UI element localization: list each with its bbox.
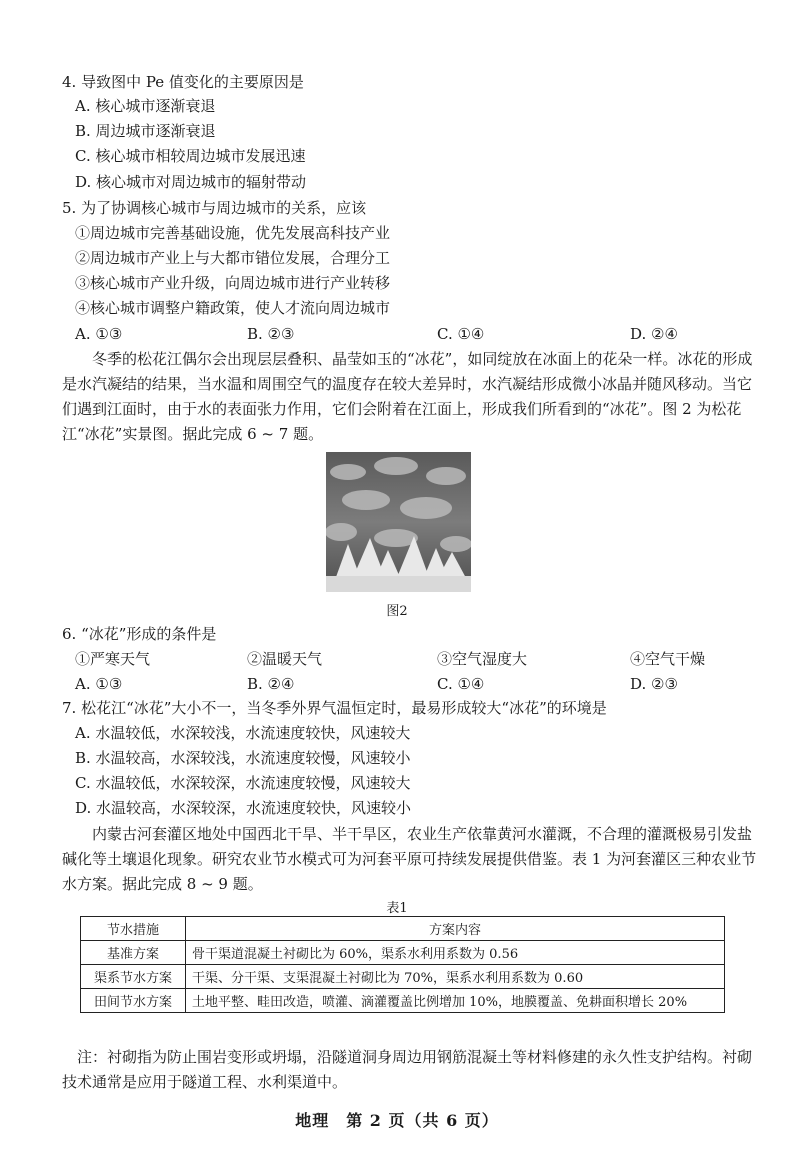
q7-option-c: C. 水温较低，水深较深，水流速度较慢，风速较大 [75,774,411,792]
q4-option-c: C. 核心城市相较周边城市发展迅速 [75,147,306,165]
q5-option-b: B. ②③ [247,325,295,343]
q5-item-1: ①周边城市完善基础设施，优先发展高科技产业 [75,224,391,242]
table-cell-content: 干渠、分干渠、支渠混凝土衬砌比为 70%，渠系水利用系数为 0.60 [186,965,725,989]
table-row [81,965,725,989]
q5-item-2: ②周边城市产业上与大都市错位发展，合理分工 [75,249,391,267]
table-header-row [81,917,725,941]
q6-item-4: ④空气干燥 [630,650,706,668]
q7-option-a: A. 水温较低，水深较浅，水流速度较快，风速较大 [75,724,411,742]
table-1 [80,916,725,1013]
q4-option-b: B. 周边城市逐渐衰退 [75,122,216,140]
q6-item-2: ②温暖天气 [247,650,323,668]
q6-option-a: A. ①③ [75,675,123,693]
q6-option-b: B. ②④ [247,675,295,693]
q6-item-3: ③空气湿度大 [437,650,528,668]
q7-stem: 7. 松花江“冰花”大小不一，当冬季外界气温恒定时，最易形成较大“冰花”的环境是 [62,699,607,717]
passage-ice-flower: 冬季的松花江偶尔会出现层层叠积、晶莹如玉的“冰花”，如同绽放在冰面上的花朵一样。冰花的形成是水汽凝结的结果，当水温和周围空气的温度存在较大差异时，水汽凝结形成微小冰晶并随风移动。当它们遇到江面时，由于水的表面张力作用，它们会附着在江面上，形成我们所看到的“冰花”。图 2 为松花江“冰花”实景图。据此完成 6 ~ 7 题。 [62,350,753,443]
q5-option-a: A. ①③ [75,325,123,343]
q5-option-d: D. ②④ [630,325,678,343]
q5-stem: 5. 为了协调核心城市与周边城市的关系，应该 [62,199,367,217]
q4-option-d: D. 核心城市对周边城市的辐射带动 [75,173,307,191]
table-header-content: 方案内容 [186,917,725,941]
q6-item-1: ①严寒天气 [75,650,151,668]
table-header-measure: 节水措施 [81,917,186,941]
q7-option-b: B. 水温较高，水深较浅，水流速度较慢，风速较小 [75,749,411,767]
q5-item-4: ④核心城市调整户籍政策，使人才流向周边城市 [75,299,391,317]
table-cell-content: 骨干渠道混凝土衬砌比为 60%，渠系水利用系数为 0.56 [186,941,725,965]
q4-option-a: A. 核心城市逐渐衰退 [75,97,216,115]
q7-option-d: D. 水温较高，水深较深，水流速度较快，风速较小 [75,799,412,817]
q5-option-c: C. ①④ [437,325,485,343]
table-cell-measure: 基准方案 [81,941,186,965]
page-footer: 地理 第 2 页（共 6 页） [295,1111,499,1130]
table-row [81,989,725,1013]
q4-stem: 4. 导致图中 Pe 值变化的主要原因是 [62,73,304,91]
table-cell-content: 土地平整、畦田改造，喷灌、滴灌覆盖比例增加 10%，地膜覆盖、免耕面积增长 20% [186,989,725,1013]
table-1-caption: 表1 [386,901,408,916]
table-cell-measure: 渠系节水方案 [81,965,186,989]
q6-stem: 6. “冰花”形成的条件是 [62,625,217,643]
table-note: 注：衬砌指为防止围岩变形或坍塌，沿隧道洞身周边用钢筋混凝土等材料修建的永久性支护结构。衬砌技术通常是应用于隧道工程、水利渠道中。 [62,1048,753,1091]
table-row [81,941,725,965]
q6-option-c: C. ①④ [437,675,485,693]
table-cell-measure: 田间节水方案 [81,989,186,1013]
q6-option-d: D. ②③ [630,675,678,693]
q5-item-3: ③核心城市产业升级，向周边城市进行产业转移 [75,274,391,292]
figure-2-ice-flower-photo [326,452,471,592]
passage-hetao-irrigation: 内蒙古河套灌区地处中国西北干旱、半干旱区，农业生产依靠黄河水灌溉，不合理的灌溉极易引发盐碱化等土壤退化现象。研究农业节水模式可为河套平原可持续发展提供借鉴。表 1 为河套灌区三种农业节水方案。据此完成 8 ~ 9 题。 [62,825,757,893]
figure-2-caption: 图2 [386,604,408,619]
